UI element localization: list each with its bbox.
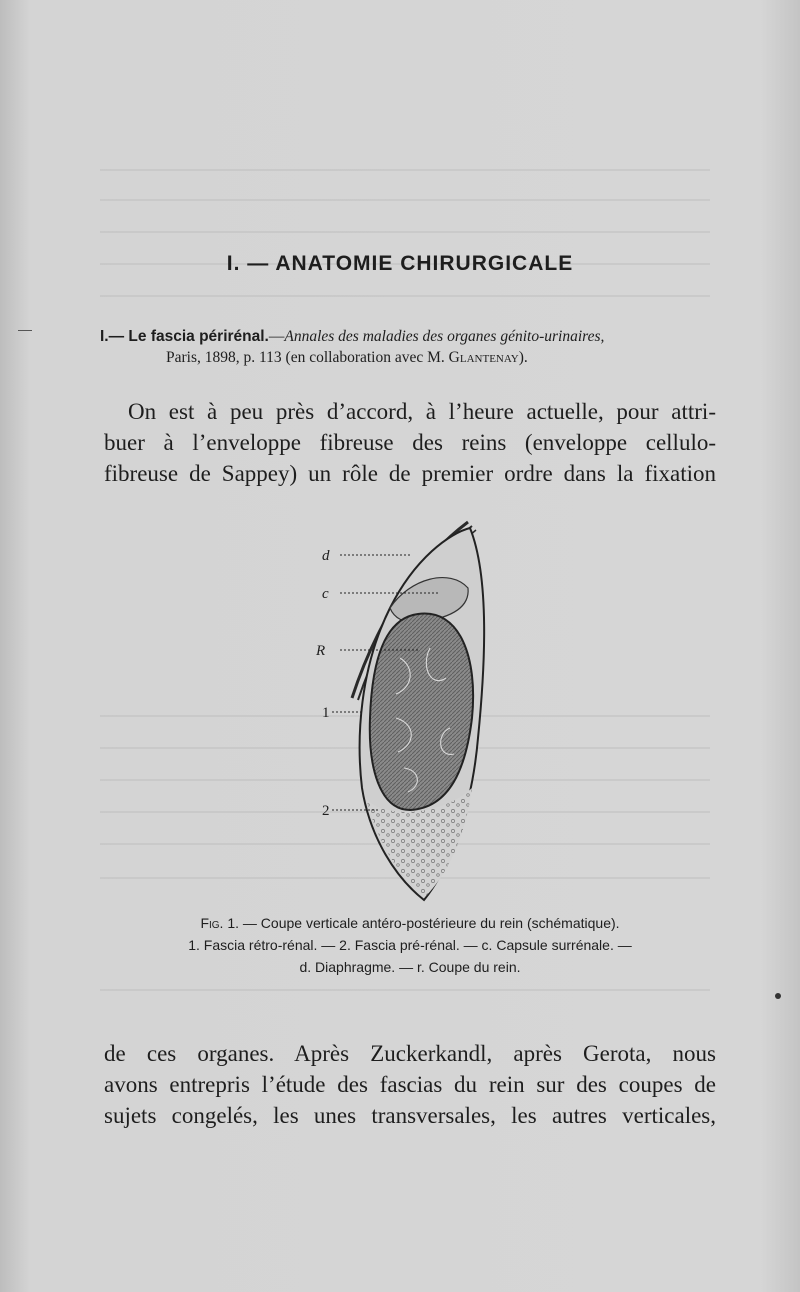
caption-line-2: 1. Fascia rétro-rénal. — 2. Fascia pré-rénal. — c. Capsule surrénale. — xyxy=(188,937,632,953)
reference-details-end: ). xyxy=(518,349,528,366)
kidney-section-figure xyxy=(300,518,500,908)
figure-label: Fig. 1. xyxy=(200,915,240,931)
paragraph-2 xyxy=(104,1038,716,1131)
ink-dot xyxy=(775,993,781,999)
margin-mark xyxy=(18,330,32,331)
reference-title: I.— Le fascia périrénal. xyxy=(100,328,269,345)
reference-journal: Annales des maladies des organes génito-urinaires, xyxy=(284,328,605,345)
caption-line-1 xyxy=(104,912,716,934)
bibliographic-reference xyxy=(100,326,712,368)
paragraph-1-line: On est à peu près d’accord, à l’heure actuelle, pour attri- xyxy=(128,399,716,424)
paragraph-2-line: avons entrepris l’étude des fascias du rein sur des coupes de xyxy=(104,1072,716,1097)
label-1: 1 xyxy=(322,705,330,721)
reference-dash: — xyxy=(268,328,285,345)
paragraph-1 xyxy=(104,396,716,489)
reference-details: Paris, 1898, p. 113 (en collaboration avec M. xyxy=(166,349,445,366)
label-d: d xyxy=(322,548,330,564)
label-2: 2 xyxy=(322,803,330,819)
paragraph-1-line: fibreuse de Sappey) un rôle de premier ordre dans la fixation xyxy=(104,461,716,486)
paragraph-1-line: buer à l’enveloppe fibreuse des reins (enveloppe cellulo- xyxy=(104,430,716,455)
paragraph-2-line: de ces organes. Après Zuckerkandl, après Gerota, nous xyxy=(104,1041,716,1066)
reference-details-line xyxy=(100,347,712,368)
caption-title: — Coupe verticale antéro-postérieure du rein (schématique). xyxy=(239,915,620,931)
caption-line-3: d. Diaphragme. — r. Coupe du rein. xyxy=(299,959,521,975)
label-R: R xyxy=(316,643,326,659)
reference-coauthor: Glantenay xyxy=(448,349,519,366)
figure-caption xyxy=(104,912,716,978)
paragraph-2-line: sujets congelés, les unes transversales, les autres verticales, xyxy=(104,1103,716,1128)
section-heading: I. — ANATOMIE CHIRURGICALE xyxy=(226,252,574,275)
label-c: c xyxy=(322,586,329,602)
